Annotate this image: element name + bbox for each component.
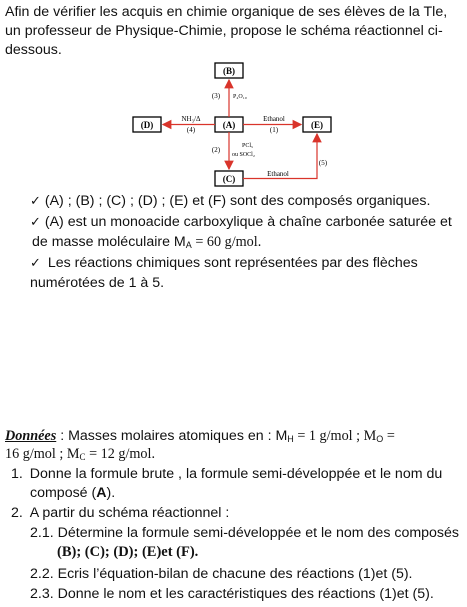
question-2-2 xyxy=(30,566,413,582)
arrow-2-reagent-1: PCl₅ xyxy=(242,143,254,149)
check-icon: ✓ xyxy=(30,256,41,271)
label-c: (C) xyxy=(222,174,236,184)
bullet-3 xyxy=(30,255,418,271)
arrow-5-num: (5) xyxy=(318,159,328,167)
bullet-1 xyxy=(30,193,430,209)
arrow-4-top: NH₃/Δ xyxy=(181,115,201,123)
bullet-2-text: (A) est un monoacide carboxylique à chaîne carbonée saturée et xyxy=(44,214,452,230)
arrow-5-label: Ethanol xyxy=(267,170,289,178)
arrow-2-reagent-2: ou SOCl₂ xyxy=(232,152,255,158)
bullet-2-cont xyxy=(32,234,261,251)
question-1 xyxy=(11,466,442,482)
arrow-4-num: (4) xyxy=(186,126,196,134)
intro-line-1: Afin de vérifier les acquis en chimie organique de ses élèves de la Tle, xyxy=(5,4,448,20)
check-icon: ✓ xyxy=(30,194,41,209)
arrow-1-num: (1) xyxy=(269,126,279,134)
arrow-3-reagent: P₄O₁₀ xyxy=(233,94,247,100)
donnees-line2-pre: 16 g/mol ; M xyxy=(5,446,80,462)
intro-line-2: un professeur de Physique-Chimie, propose le schéma réactionnel ci- xyxy=(5,23,443,39)
bullet-3-cont-text: numérotées de 1 à 5. xyxy=(30,275,165,291)
question-1-cont-pre: composé ( xyxy=(30,485,97,501)
question-1-cont-post: ). xyxy=(106,485,116,501)
mo-sub: O xyxy=(376,434,384,444)
intro-line-3: dessous. xyxy=(5,42,62,58)
bullet-2-cont-sub: A xyxy=(185,240,192,250)
mc-sub: C xyxy=(79,452,86,462)
question-2-1-text: Détermine la formule semi-développée et le nom des composés xyxy=(57,525,460,541)
donnees-line-2 xyxy=(5,446,155,463)
label-b: (B) xyxy=(223,66,235,76)
arrow-3-num: (3) xyxy=(211,92,221,100)
arrow-2-num: (2) xyxy=(211,146,221,154)
question-2-1-cont-text: (B); (C); (D); (E)et (F). xyxy=(57,544,199,560)
mo-val: = xyxy=(383,428,395,444)
bullet-1-text: (A) ; (B) ; (C) ; (D) ; (E) et (F) sont des composés organiques. xyxy=(44,193,431,209)
question-2-num: 2. xyxy=(11,505,23,521)
arrow-1-top: Ethanol xyxy=(263,115,285,123)
label-e: (E) xyxy=(311,120,323,130)
question-2-text: A partir du schéma réactionnel : xyxy=(29,505,230,521)
question-2-1-num: 2.1. xyxy=(30,525,54,541)
question-2-1 xyxy=(30,525,459,541)
question-2-3-num: 2.3. xyxy=(30,586,54,602)
bullet-3-cont xyxy=(30,275,164,291)
bullet-2-cont-post: = 60 g/mol. xyxy=(191,234,262,250)
question-1-num: 1. xyxy=(11,466,23,482)
reaction-scheme xyxy=(0,0,467,195)
question-2 xyxy=(11,505,229,521)
question-2-3 xyxy=(30,586,434,602)
label-a: (A) xyxy=(222,120,236,130)
mh-val: = 1 g/mol ; M xyxy=(293,428,377,444)
question-2-1-cont xyxy=(57,544,198,561)
check-icon: ✓ xyxy=(30,215,41,230)
question-2-2-text: Ecris l’équation-bilan de chacune des réactions (1)et (5). xyxy=(57,566,413,582)
question-1-cont xyxy=(30,485,115,501)
question-1-text: Donne la formule brute , la formule semi-développée et le nom du xyxy=(29,466,443,482)
bullet-2-cont-pre: de masse moléculaire M xyxy=(32,234,186,250)
question-2-2-num: 2.2. xyxy=(30,566,54,582)
donnees-title: Données xyxy=(5,428,57,444)
donnees-line-1 xyxy=(5,428,395,445)
donnees-line2-post: = 12 g/mol. xyxy=(85,446,155,462)
mh-sub: H xyxy=(287,434,294,444)
bullet-2 xyxy=(30,214,452,230)
bullet-3-text: Les réactions chimiques sont représentées par des flèches xyxy=(47,255,418,271)
label-d: (D) xyxy=(140,120,154,130)
donnees-text: : Masses molaires atomiques en : M xyxy=(56,428,288,444)
question-2-3-text: Donne le nom et les caractéristiques des réactions (1)et (5). xyxy=(57,586,434,602)
question-1-cont-bold: A xyxy=(96,485,107,501)
